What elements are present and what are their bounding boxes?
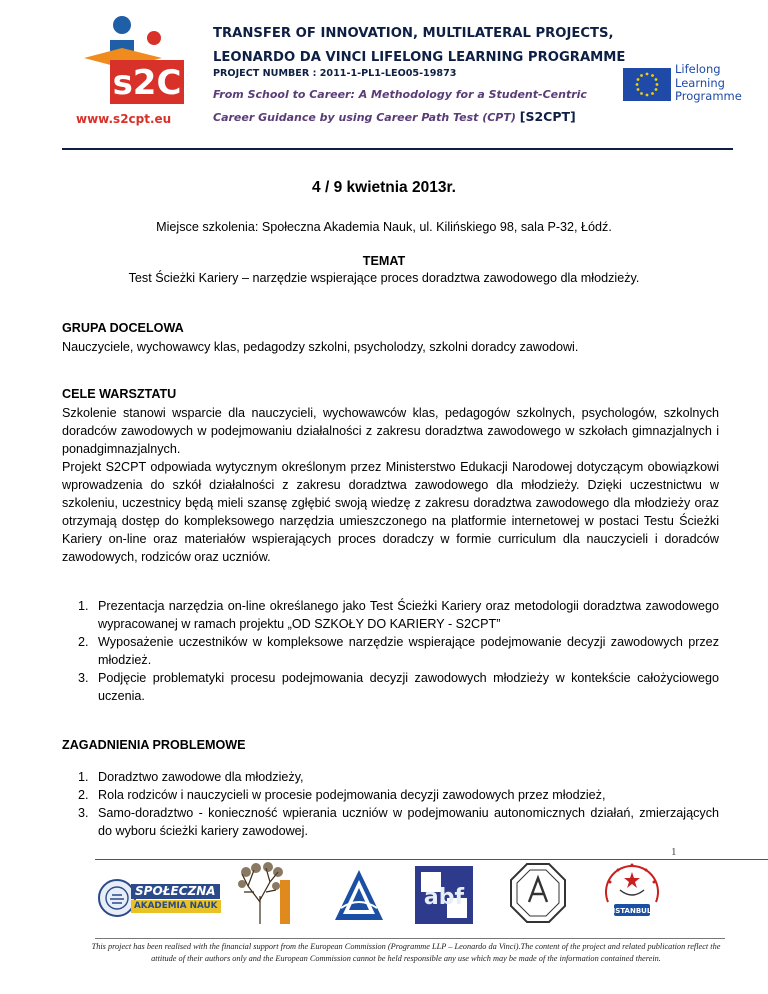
istanbul-logo-text: ISTANBUL — [612, 907, 652, 915]
san-logo — [97, 876, 235, 920]
list-item: 2. Rola rodziców i nauczycieli w procesie podejmowania decyzji zawodowych przez młodzież, — [78, 788, 606, 803]
eu-disclaimer: This project has been realised with the financial support from the European Commission (Programme LLP – Leonardo da Vinci).The content of the project and related publication reflect the attitude of their authors only and the European Commission cannot be held responsible any use which may be made of the information contained therein. — [91, 942, 721, 963]
llp-logo — [623, 62, 742, 109]
cele-paragraph-1: Szkolenie stanowi wsparcie dla nauczycieli, wychowawców klas, pedagogów szkolnych, psychologów, szkolnych doradców zawodowych w podejmowaniu działalności z zakresu doradztwa zawodowego w szkołach gimnazjalnych i ponadgimnazjalnych. — [62, 406, 719, 457]
header-title-line2: LEONARDO DA VINCI LIFELONG LEARNING PROGRAMME — [213, 50, 626, 65]
logo-head-blue — [113, 16, 131, 34]
header-subtitle-line2 — [213, 109, 576, 124]
zagadnienia-list — [62, 768, 719, 840]
logo-head-red — [147, 31, 161, 45]
footer-divider-bottom — [95, 938, 725, 939]
octagon-school-logo — [509, 862, 567, 924]
cele-list — [62, 597, 719, 706]
zagadnienia-heading: ZAGADNIENIA PROBLEMOWE — [62, 738, 246, 752]
temat-body: Test Ścieżki Kariery – narzędzie wspierające proces doradztwa zawodowego dla młodzieży. — [128, 271, 640, 285]
cele-paragraph-2: Projekt S2CPT odpowiada wytycznym określonym przez Ministerstwo Edukacji Narodowej dotyczącym obowiązkowi wprowadzenia do szkół działalności z zakresu doradztwa zawodowego dla młodzieży. Dzięki uczestnictwu w szkoleniu, uczestnicy będą mieli szansę zgłębić swoją wiedzę z zakresu doradztwa zawodowego dla młodzieży oraz otrzymają dostęp do kompleksowego narzędzia umieszczonego na platformie internetowej w postaci Testu Ścieżki Kariery on-line oraz materiałów wspierających proces doradczy w formie curriculum dla nauczycieli i doradców zawodowych, rodziców oraz uczniów. — [62, 460, 719, 565]
san-logo-line1: SPOŁECZNA — [131, 884, 220, 899]
istanbul-education-logo — [598, 858, 666, 924]
project-tag: [S2CPT] — [519, 109, 576, 124]
llp-text — [675, 63, 742, 104]
grupa-heading: GRUPA DOCELOWA — [62, 321, 184, 335]
list-item: 3. Samo-doradztwo - konieczność wpierania uczniów w podejmowaniu autonomicznych działań, zmierzających do wyboru ścieżki kariery zawodowej. — [78, 806, 719, 839]
logo-text: s2C — [112, 63, 182, 103]
tree-logo-bar — [280, 880, 290, 924]
eu-flag-icon — [623, 68, 671, 101]
s2c-logo — [70, 14, 188, 112]
site-url[interactable]: www.s2cpt.eu — [76, 112, 172, 126]
tree-logo — [238, 862, 296, 926]
event-venue: Miejsce szkolenia: Społeczna Akademia Nauk, ul. Kilińskiego 98, sala P-32, Łódź. — [156, 220, 612, 234]
temat-heading: TEMAT — [362, 254, 406, 268]
project-number: PROJECT NUMBER : 2011-1-PL1-LEO05-19873 — [213, 68, 457, 79]
header-divider — [62, 148, 733, 150]
list-item: 3. Podjęcie problematyki procesu podejmowania decyzji zawodowych młodzieży w kontekście całożyciowego uczenia. — [78, 671, 719, 704]
abf-logo-text: abf — [423, 885, 465, 910]
llp-line2: Learning — [675, 75, 725, 90]
triangle-logo — [333, 868, 385, 922]
header-subtitle-line2-text: Career Guidance by using Career Path Test (CPT) — [213, 111, 516, 124]
san-logo-line2: AKADEMIA NAUK — [131, 900, 221, 913]
list-item: 1. Doradztwo zawodowe dla młodzieży, — [78, 770, 304, 784]
event-date: 4 / 9 kwietnia 2013r. — [312, 179, 456, 196]
abf-logo — [415, 866, 473, 924]
footer-divider — [95, 859, 768, 860]
grupa-body: Nauczyciele, wychowawcy klas, pedagodzy szkolni, psycholodzy, szkolni doradcy zawodowi. — [62, 340, 579, 354]
page-number: 1 — [671, 846, 677, 858]
list-item: 2. Wyposażenie uczestników w kompleksowe narzędzie wspierające podejmowanie decyzji zawodowych przez młodzież. — [78, 635, 719, 668]
llp-line3: Programme — [675, 89, 742, 103]
cele-heading: CELE WARSZTATU — [62, 387, 177, 401]
llp-line1: Lifelong — [675, 62, 721, 76]
list-item: 1. Prezentacja narzędzia on-line określanego jako Test Ścieżki Kariery oraz metodologii doradztwa zawodowego wypracowanej w ramach projektu „OD SZKOŁY DO KARIERY - S2CPT” — [78, 599, 719, 632]
header-title — [213, 22, 643, 70]
header-title-line1: TRANSFER OF INNOVATION, MULTILATERAL PROJECTS, — [213, 26, 614, 41]
header-subtitle-line1: From School to Career: A Methodology for a Student-Centric — [213, 88, 587, 101]
